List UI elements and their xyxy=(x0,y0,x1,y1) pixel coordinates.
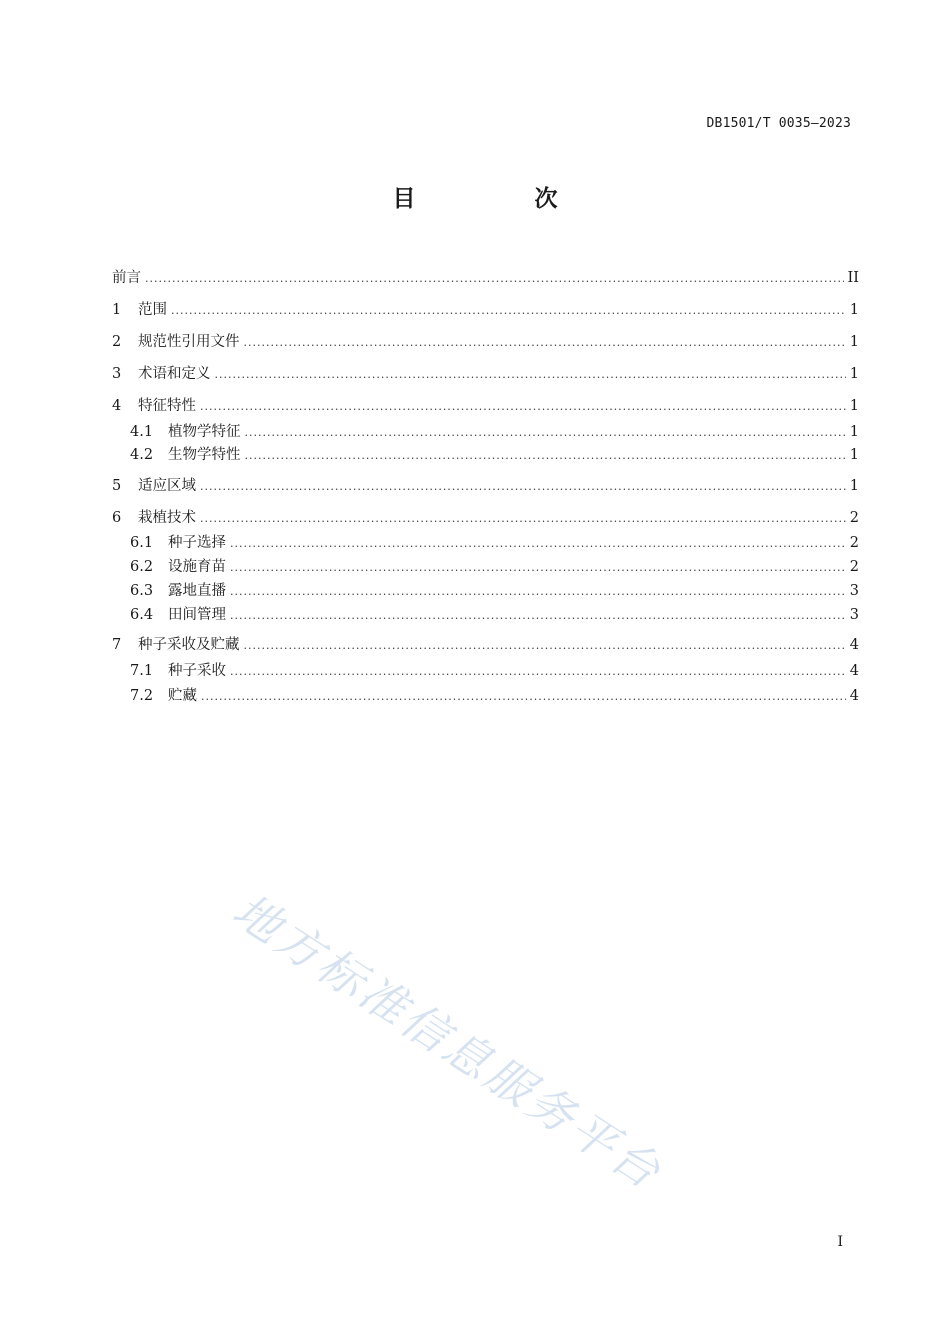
toc-entry-label: 规范性引用文件 xyxy=(138,334,240,350)
toc-entry-terms[interactable] xyxy=(112,362,859,382)
toc-entry-number: 1 xyxy=(112,302,122,318)
toc-entry-label: 术语和定义 xyxy=(138,366,211,382)
toc-entry-planting-techniques[interactable] xyxy=(112,506,859,526)
toc-entry-label: 设施育苗 xyxy=(168,559,226,575)
toc-entry-seed-selection[interactable] xyxy=(130,531,859,551)
toc-entry-biological-traits[interactable] xyxy=(130,443,859,463)
leader-dots xyxy=(230,585,846,598)
toc-entry-page: 2 xyxy=(849,559,859,575)
page-title: 目 次 xyxy=(392,186,606,212)
toc-entry-page: 2 xyxy=(849,535,859,551)
toc-entry-number: 3 xyxy=(112,366,122,382)
toc-entry-page: 2 xyxy=(849,510,859,526)
leader-dots xyxy=(171,304,846,317)
toc-entry-page: 1 xyxy=(849,424,859,440)
toc-entry-facility-seedling[interactable] xyxy=(130,555,859,575)
toc-entry-label: 植物学特征 xyxy=(168,424,241,440)
leader-dots xyxy=(200,400,846,413)
toc-entry-number: 2 xyxy=(112,334,122,350)
toc-entry-page: 3 xyxy=(849,607,859,623)
toc-entry-adaptation-area[interactable] xyxy=(112,474,859,494)
leader-dots xyxy=(200,480,846,493)
toc-entry-characteristics[interactable] xyxy=(112,394,859,414)
toc-entry-page: 4 xyxy=(849,637,859,653)
toc-entry-field-management[interactable] xyxy=(130,603,859,623)
toc-entry-scope[interactable] xyxy=(112,298,859,318)
document-code: DB1501/T 0035—2023 xyxy=(706,116,851,131)
leader-dots xyxy=(245,426,846,439)
watermark-text: 地方标准信息服务平台 xyxy=(223,882,673,1201)
toc-entry-label: 生物学特性 xyxy=(168,447,241,463)
toc-entry-number: 6.3 xyxy=(130,583,154,599)
toc-entry-page: 4 xyxy=(849,663,859,679)
leader-dots xyxy=(201,690,846,703)
toc-entry-label: 适应区域 xyxy=(138,478,196,494)
leader-dots xyxy=(244,639,846,652)
toc-entry-page: 4 xyxy=(849,688,859,704)
toc-entry-page: 1 xyxy=(849,366,859,382)
toc-entry-page: 1 xyxy=(849,334,859,350)
toc-entry-number: 6.4 xyxy=(130,607,154,623)
toc-entry-number: 7 xyxy=(112,637,122,653)
toc-entry-foreword[interactable] xyxy=(112,266,859,286)
leader-dots xyxy=(230,665,846,678)
toc-entry-normative-references[interactable] xyxy=(112,330,859,350)
leader-dots xyxy=(215,368,846,381)
toc-entry-page: 1 xyxy=(849,302,859,318)
leader-dots xyxy=(230,609,846,622)
toc-entry-page: 1 xyxy=(849,447,859,463)
toc-entry-direct-seeding[interactable] xyxy=(130,579,859,599)
leader-dots xyxy=(244,336,846,349)
toc-entry-page: 1 xyxy=(849,398,859,414)
toc-entry-number: 6.2 xyxy=(130,559,154,575)
toc-entry-botanical-features[interactable] xyxy=(130,420,859,440)
toc-entry-seed-harvest[interactable] xyxy=(130,659,859,679)
leader-dots xyxy=(245,449,846,462)
toc-entry-label: 特征特性 xyxy=(138,398,196,414)
toc-entry-page: II xyxy=(847,270,859,286)
leader-dots xyxy=(200,512,846,525)
toc-entry-label: 栽植技术 xyxy=(138,510,196,526)
toc-entry-number: 6.1 xyxy=(130,535,154,551)
toc-entry-seed-harvest-storage[interactable] xyxy=(112,633,859,653)
toc-entry-label: 贮藏 xyxy=(168,688,197,704)
page-number: I xyxy=(837,1234,843,1250)
toc-entry-number: 4 xyxy=(112,398,122,414)
toc-entry-number: 4.2 xyxy=(130,447,154,463)
toc-entry-storage[interactable] xyxy=(130,684,859,704)
toc-entry-label: 范围 xyxy=(138,302,167,318)
leader-dots xyxy=(230,561,846,574)
toc-entry-page: 1 xyxy=(849,478,859,494)
toc-entry-label: 前言 xyxy=(112,270,141,286)
toc-entry-label: 露地直播 xyxy=(168,583,226,599)
toc-entry-label: 田间管理 xyxy=(168,607,226,623)
toc-entry-label: 种子采收 xyxy=(168,663,226,679)
toc-entry-number: 6 xyxy=(112,510,122,526)
toc-entry-page: 3 xyxy=(849,583,859,599)
toc-entry-label: 种子采收及贮藏 xyxy=(138,637,240,653)
toc-entry-number: 4.1 xyxy=(130,424,154,440)
toc-entry-number: 7.2 xyxy=(130,688,154,704)
toc-entry-number: 5 xyxy=(112,478,122,494)
toc-entry-number: 7.1 xyxy=(130,663,154,679)
leader-dots xyxy=(230,537,846,550)
toc-entry-label: 种子选择 xyxy=(168,535,226,551)
leader-dots xyxy=(145,272,844,285)
